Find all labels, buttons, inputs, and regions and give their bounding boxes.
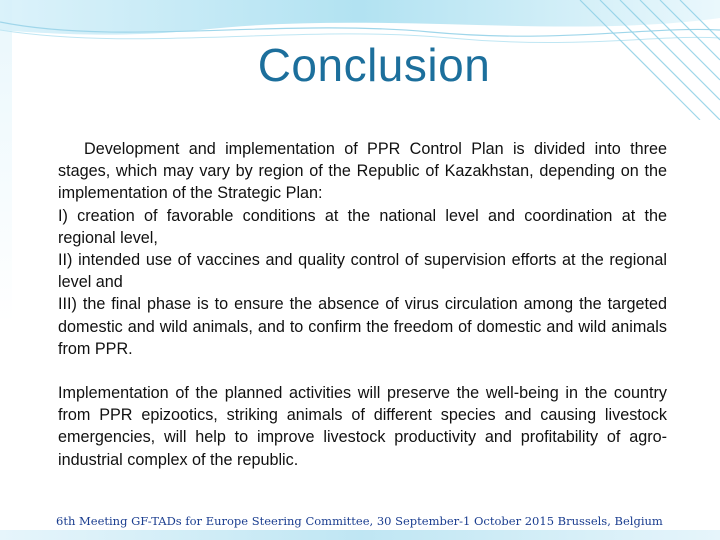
stage-item-3: III) the final phase is to ensure the absence of virus circulation among the targeted domestic and wild animals, and to confirm the freedom of domestic and wild animals from PPR. — [58, 295, 667, 358]
footer-note: 6th Meeting GF-TADs for Europe Steering Committee, 30 September-1 October 2015 Brussels, Belgium — [56, 514, 663, 528]
conclusion-paragraph: Implementation of the planned activities will preserve the well-being in the country from PPR epizootics, striking animals of different species and causing livestock emergencies, will help to improve livestock productivity and profitability of agro-industrial complex of the republic. — [58, 384, 667, 469]
slide-body — [58, 138, 667, 471]
stage-item-2: II) intended use of vaccines and quality control of supervision efforts at the regional level and — [58, 251, 667, 292]
bottom-band-decoration — [0, 530, 720, 540]
stage-item-1: I) creation of favorable conditions at the national level and coordination at the regional level, — [58, 206, 667, 247]
intro-text: Development and implementation of PPR Control Plan is divided into three stages, which may vary by region of the Republic of Kazakhstan, depending on the implementation of the Strategic Plan: — [58, 140, 667, 203]
slide-title: Conclusion — [257, 39, 491, 91]
intro-paragraph — [58, 138, 667, 205]
